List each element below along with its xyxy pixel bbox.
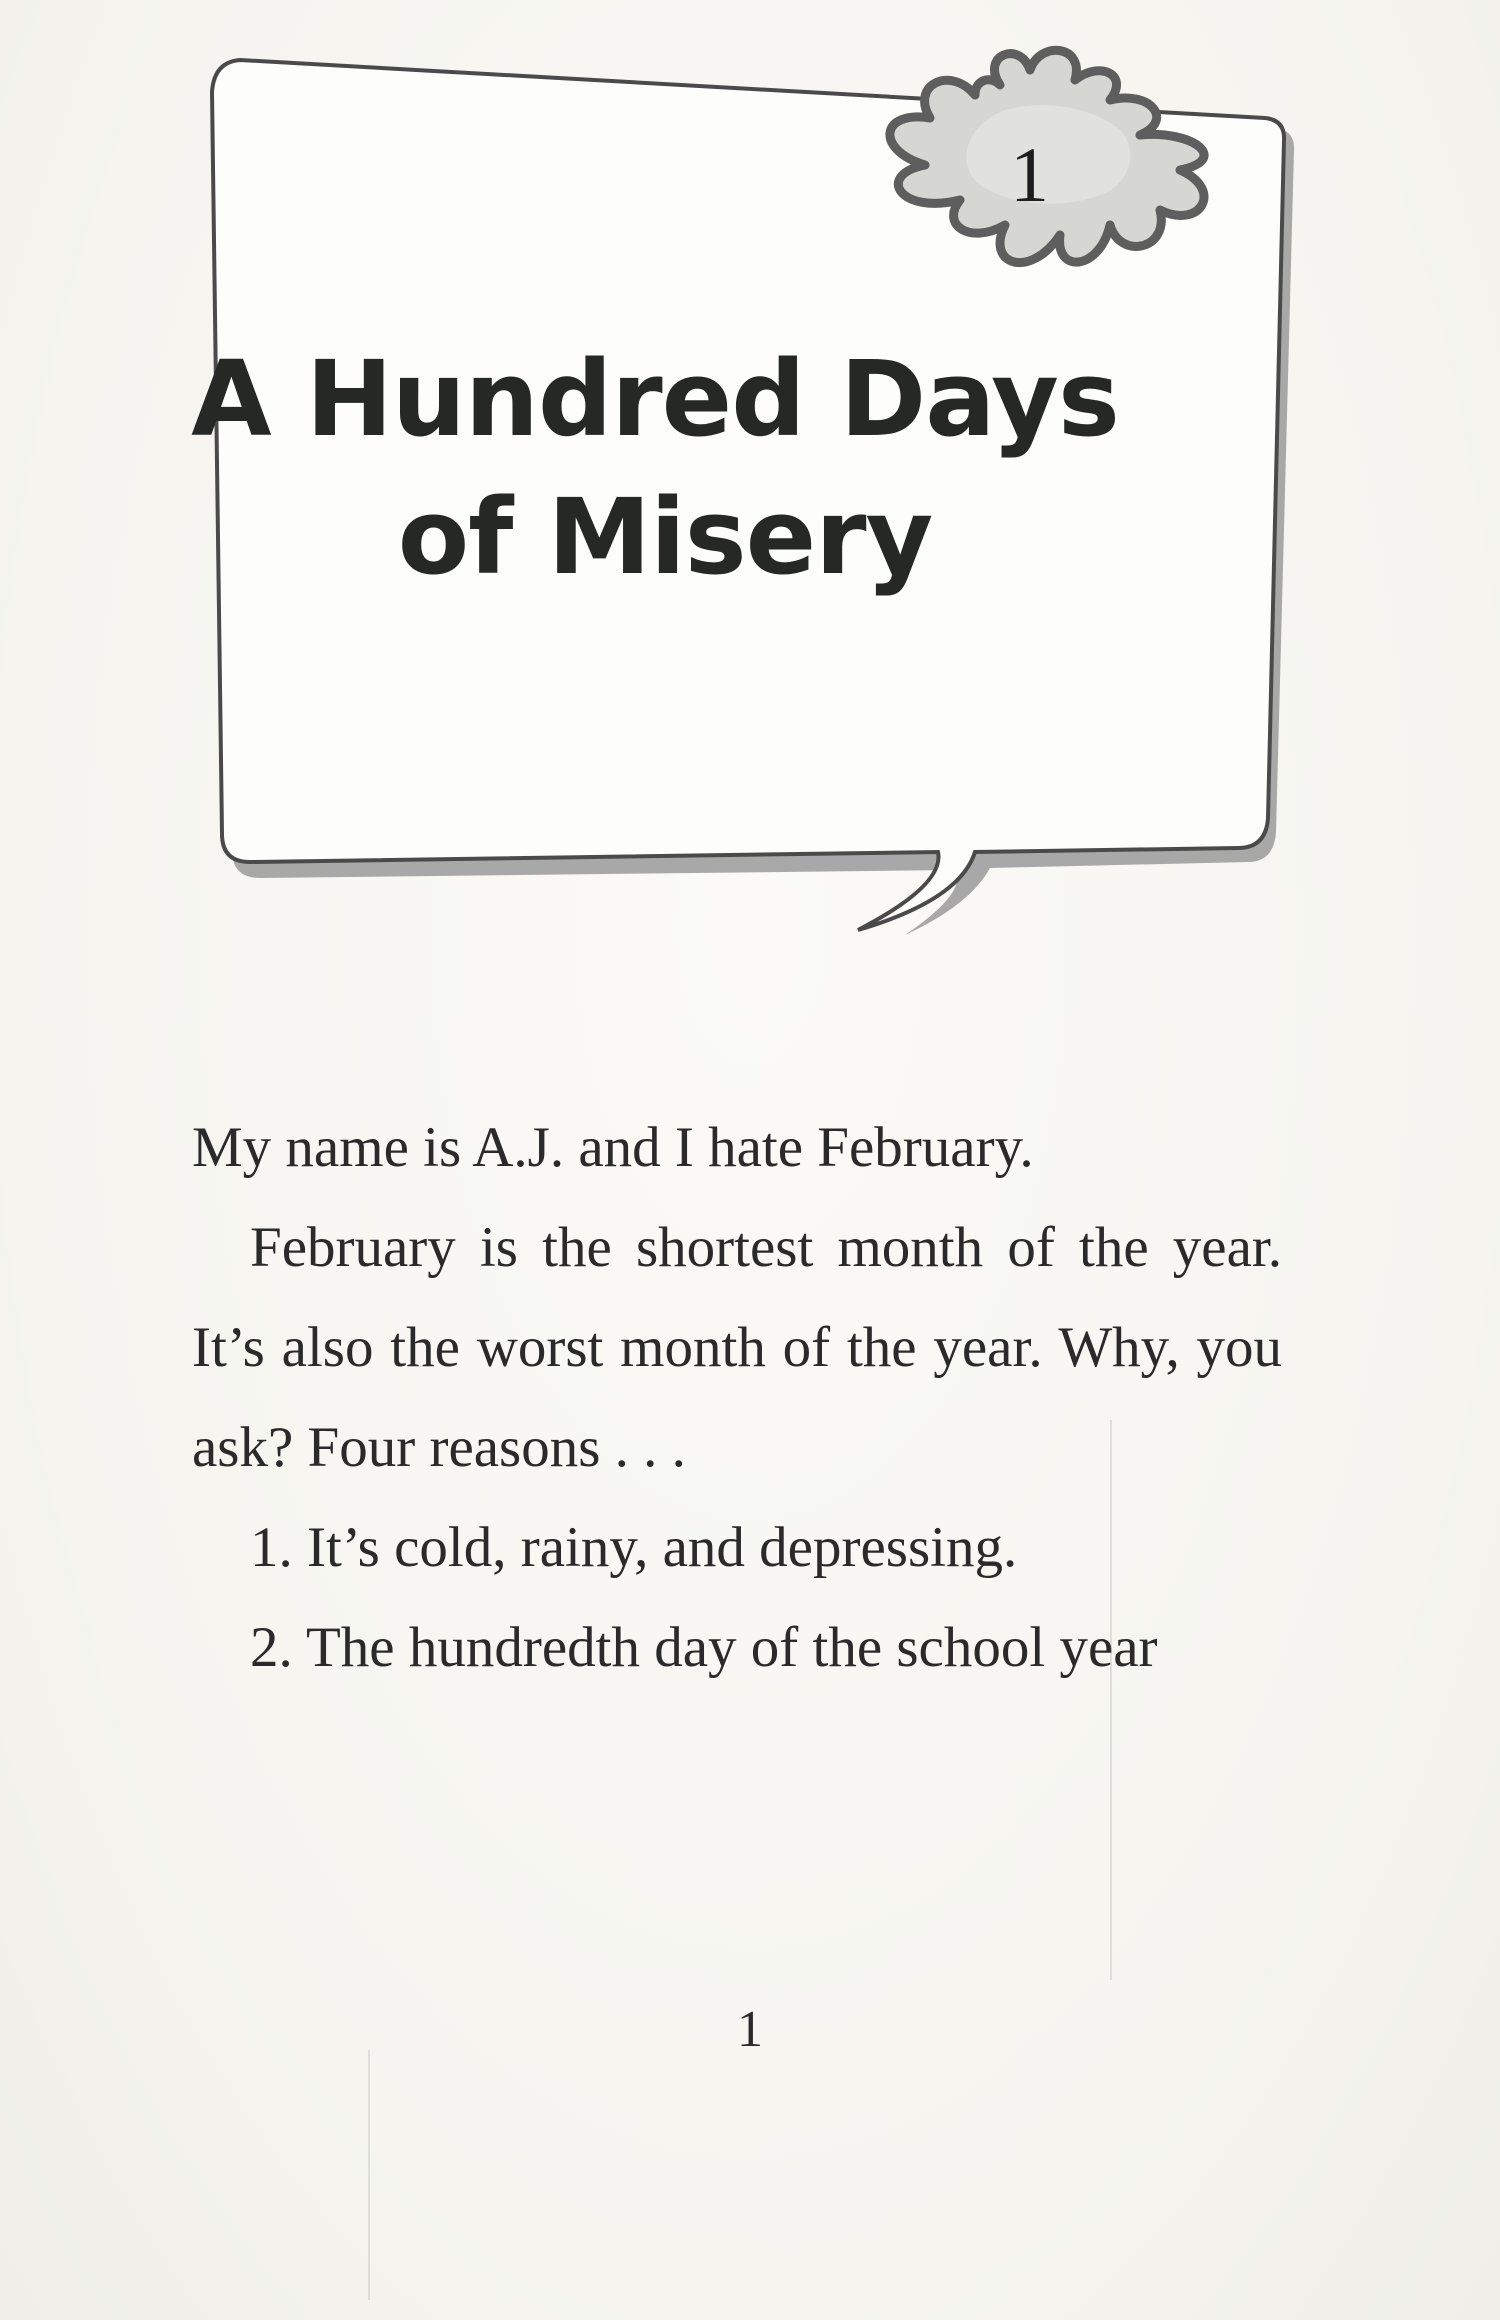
reason-list-item-2: 2. The hundredth day of the school year	[250, 1616, 1158, 1679]
chapter-body	[192, 1098, 1292, 1698]
paper-crease	[1110, 1420, 1112, 1980]
body-paragraph-1: My name is A.J. and I hate February.	[192, 1116, 1034, 1179]
chapter-title	[191, 330, 1230, 606]
paper-crease	[368, 2050, 370, 2300]
page-number: 1	[737, 2001, 763, 2058]
chapter-title-line-2: of Misery	[397, 476, 933, 598]
reason-list-item-1: 1. It’s cold, rainy, and depressing.	[250, 1516, 1018, 1579]
body-paragraph-2: February is the shortest month of the year. It’s also the worst month of the year. Why, you ask? Four reasons . . .	[192, 1216, 1282, 1479]
chapter-number: 1	[1010, 131, 1049, 218]
chapter-title-line-1: A Hundred Days	[191, 338, 1119, 460]
